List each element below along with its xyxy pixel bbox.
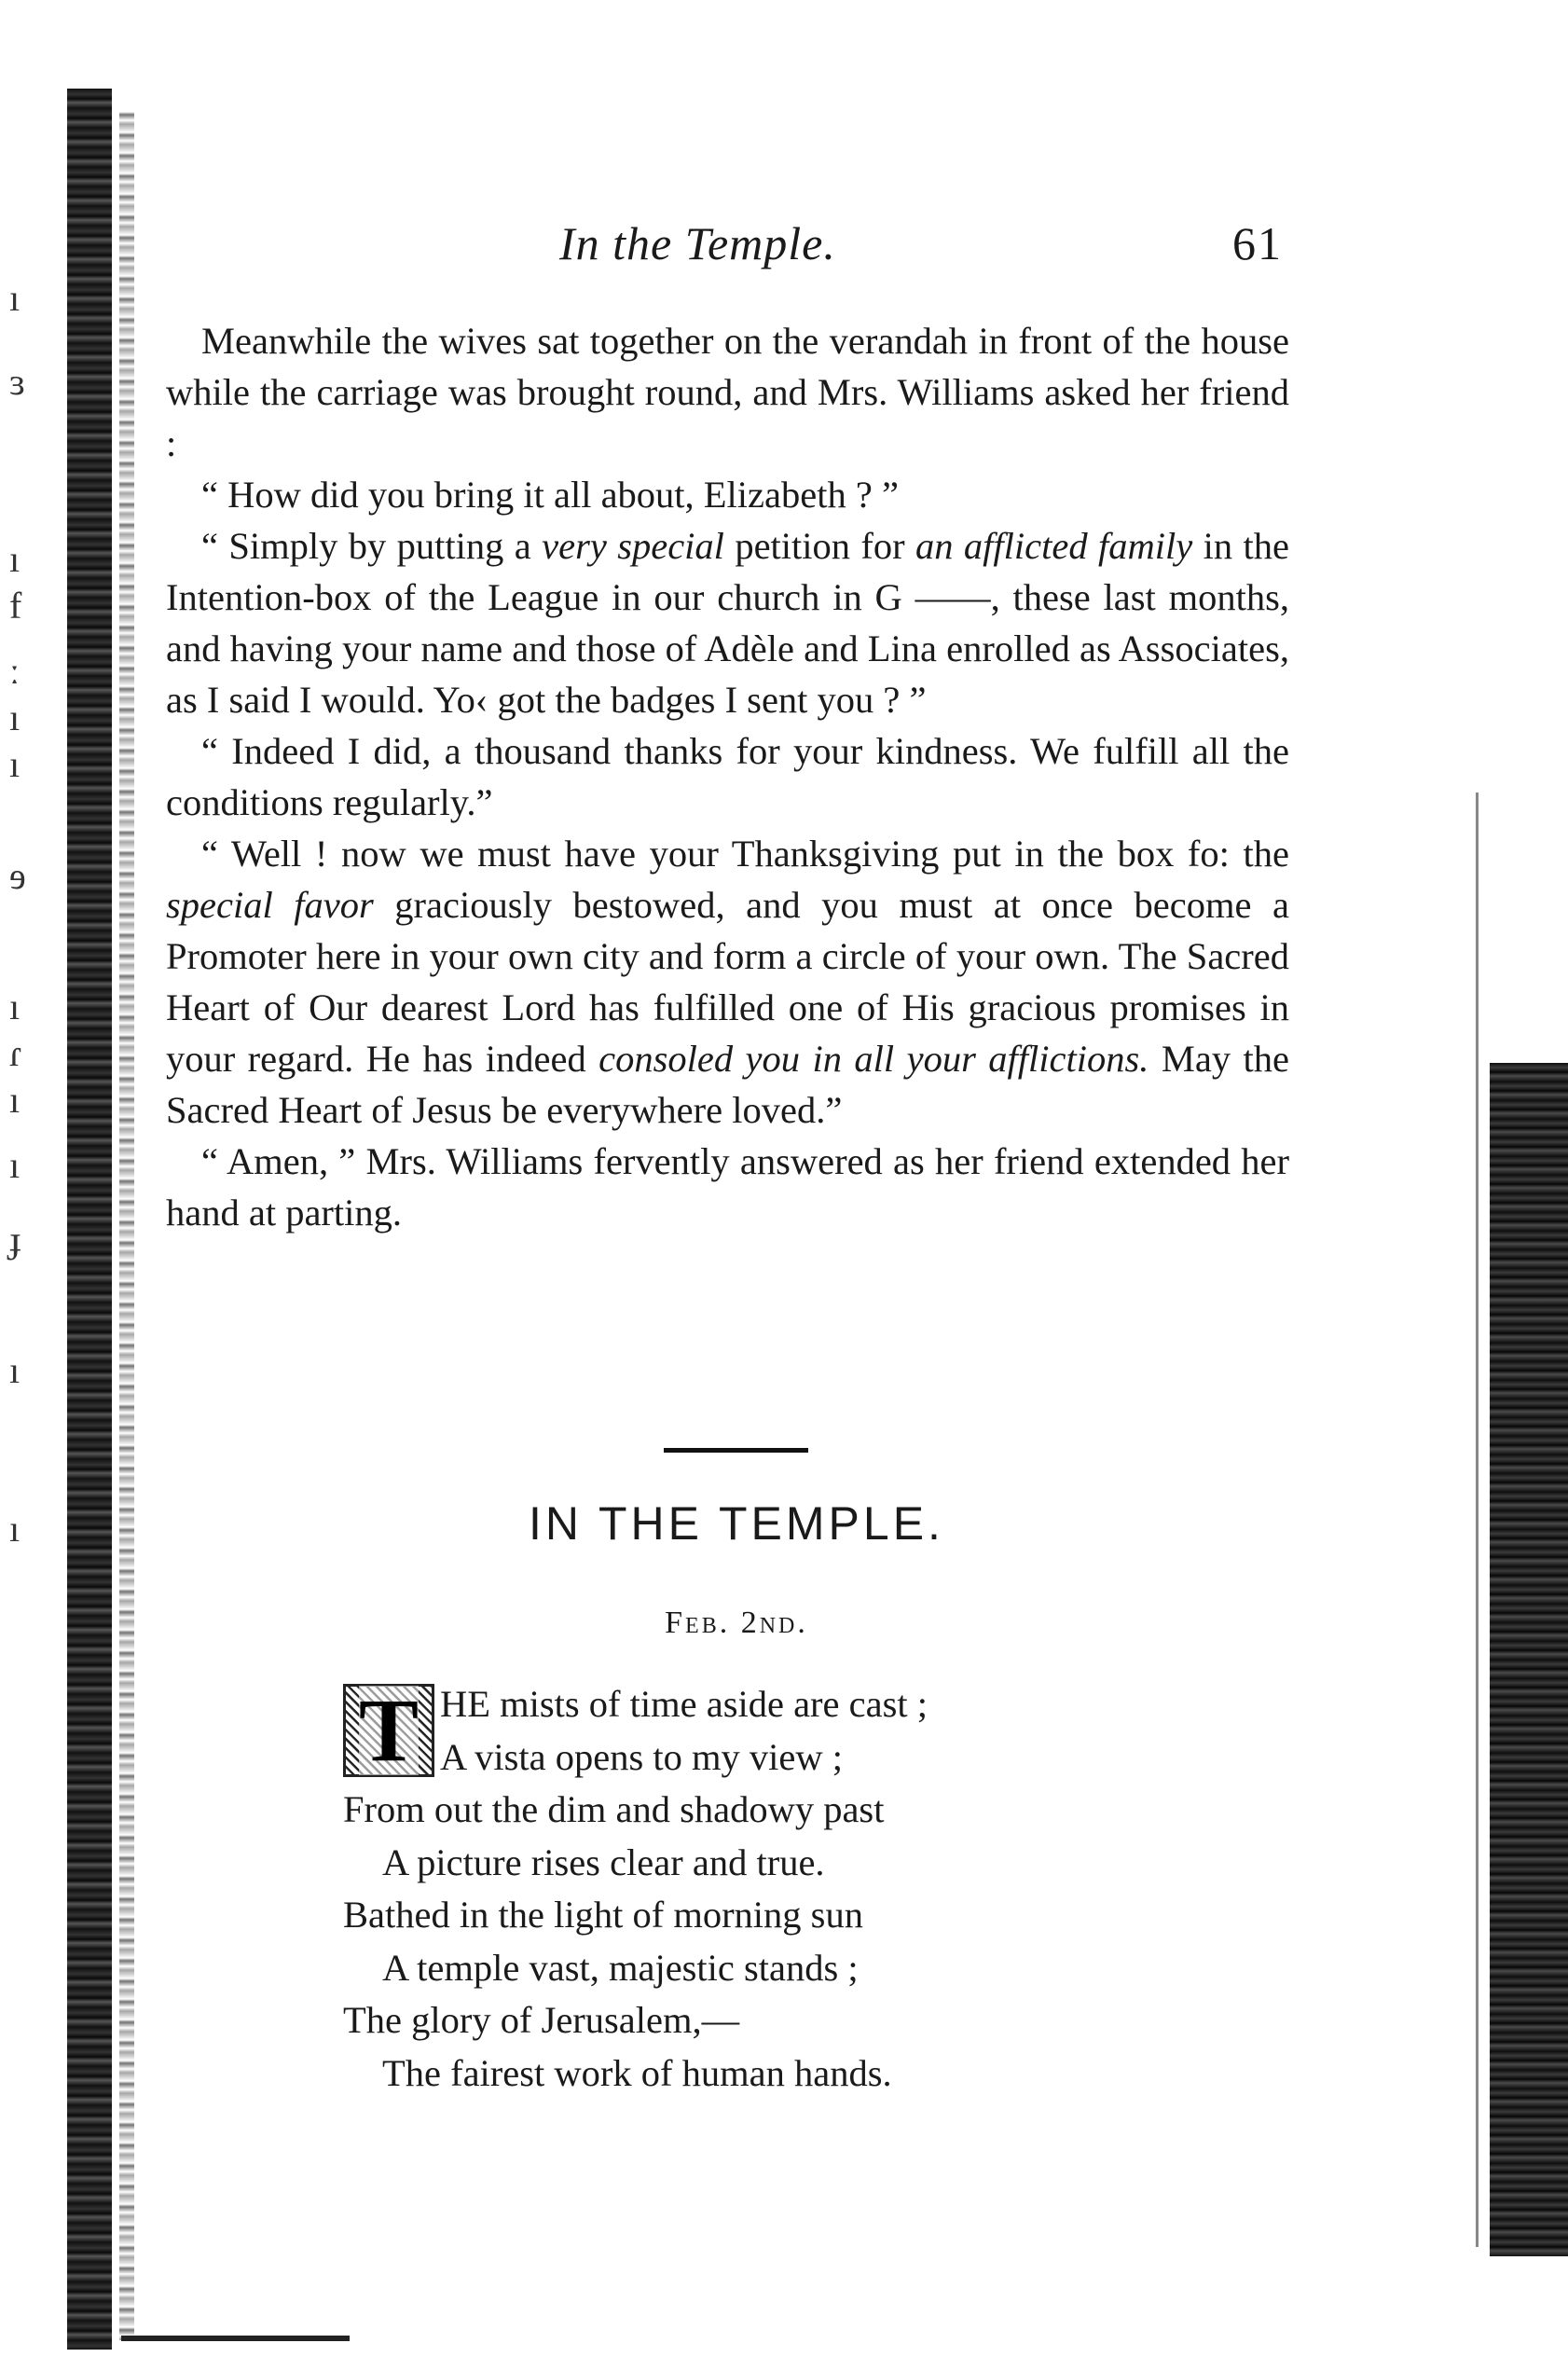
page-number: 61 bbox=[1232, 217, 1283, 269]
paragraph bbox=[166, 469, 1289, 520]
poem-line: From out the dim and shadowy past bbox=[343, 1788, 885, 1830]
bleed-glyph: ɘ bbox=[9, 855, 26, 897]
text-run: “ How did you bring it all about, Elizabeth ? ” bbox=[201, 474, 899, 516]
poem-line: The glory of Jerusalem,— bbox=[343, 1999, 740, 2041]
italic-run: special favor bbox=[166, 884, 374, 926]
bleed-glyph: ɟ bbox=[9, 1219, 22, 1261]
bleed-glyph: f bbox=[9, 585, 22, 627]
text-run: May the Sacred Heart of Jesus be everywhere loved.” bbox=[166, 1038, 1290, 1131]
section-title: IN THE TEMPLE. bbox=[529, 1497, 944, 1550]
poem-line: HE mists of time aside are cast ; bbox=[440, 1683, 928, 1725]
text-run: “ Indeed I did, a thousand thanks for your kindness. We fulfill all the conditions regularly.” bbox=[166, 730, 1289, 823]
text-run: graciously bestowed, and you must at once become a Promoter here in your own city and form a circle of your own. The Sacred Heart of Our dearest Lord has fulfilled one of His gracious promises in your regard. He has indeed bbox=[166, 884, 1289, 1080]
facing-page-bleed bbox=[9, 277, 56, 2098]
scan-gutter-right bbox=[1490, 1063, 1568, 2256]
bleed-glyph: ı bbox=[9, 277, 21, 319]
paragraph bbox=[166, 828, 1289, 1136]
italic-run: consoled you in all your afflictions. bbox=[598, 1038, 1149, 1080]
text-run: “ Simply by putting a bbox=[201, 525, 543, 567]
running-head: In the Temple. bbox=[559, 217, 836, 269]
prose-body bbox=[166, 315, 1289, 1238]
drop-cap-letter: T bbox=[358, 1680, 420, 1780]
bleed-glyph: ı bbox=[9, 696, 21, 738]
scan-gutter-left-edge bbox=[119, 112, 134, 2340]
paragraph bbox=[166, 520, 1289, 725]
bleed-glyph: ı bbox=[9, 1508, 21, 1550]
bleed-glyph: ı bbox=[9, 1349, 21, 1391]
bleed-glyph: ː bbox=[9, 650, 21, 692]
paragraph bbox=[166, 725, 1289, 828]
paragraph bbox=[166, 1136, 1289, 1238]
drop-cap-ornament bbox=[343, 1680, 434, 1780]
poem-line: A vista opens to my view ; bbox=[440, 1735, 843, 1778]
text-run: “ Well ! now we must have your Thanksgiving put in the box fo: the bbox=[201, 833, 1289, 875]
bleed-glyph: ı bbox=[9, 538, 21, 580]
text-run: petition for bbox=[723, 525, 916, 567]
text-run: “ Amen, ” Mrs. Williams fervently answered as her friend extended her hand at parting. bbox=[166, 1140, 1289, 1234]
bleed-glyph: ɾ bbox=[9, 1032, 22, 1074]
text-run: Meanwhile the wives sat together on the verandah in front of the house while the carriage was brought round, and Mrs. Williams asked her friend : bbox=[166, 320, 1289, 464]
bleed-glyph: ı bbox=[9, 1144, 21, 1186]
bleed-glyph: ɜ bbox=[9, 361, 25, 403]
bleed-glyph: ı bbox=[9, 743, 21, 785]
poem-line: A temple vast, majestic stands ; bbox=[382, 1946, 859, 1989]
dateline: Feb. 2nd. bbox=[665, 1606, 808, 1640]
scan-gutter-bottom bbox=[121, 2336, 350, 2341]
italic-run: an afflicted family bbox=[915, 525, 1193, 567]
poem bbox=[343, 1678, 1182, 2100]
poem-line: The fairest work of human hands. bbox=[382, 2051, 892, 2094]
text-run: in the Intention-box of the League in our church in G ——, these last months, and having your name and those of Adèle and Lina enrolled as Associates, as I said I would. Yo‹ got the badges I sent you ? ” bbox=[166, 525, 1289, 721]
scan-gutter-left bbox=[67, 89, 112, 2350]
bleed-glyph: ı bbox=[9, 986, 21, 1027]
poem-line: A picture rises clear and true. bbox=[382, 1840, 825, 1883]
paragraph bbox=[166, 315, 1289, 469]
bleed-glyph: ı bbox=[9, 1079, 21, 1121]
poem-line: Bathed in the light of morning sun bbox=[343, 1894, 863, 1936]
italic-run: very special bbox=[542, 525, 724, 567]
scan-right-rule bbox=[1476, 793, 1479, 2247]
section-divider bbox=[664, 1448, 808, 1453]
